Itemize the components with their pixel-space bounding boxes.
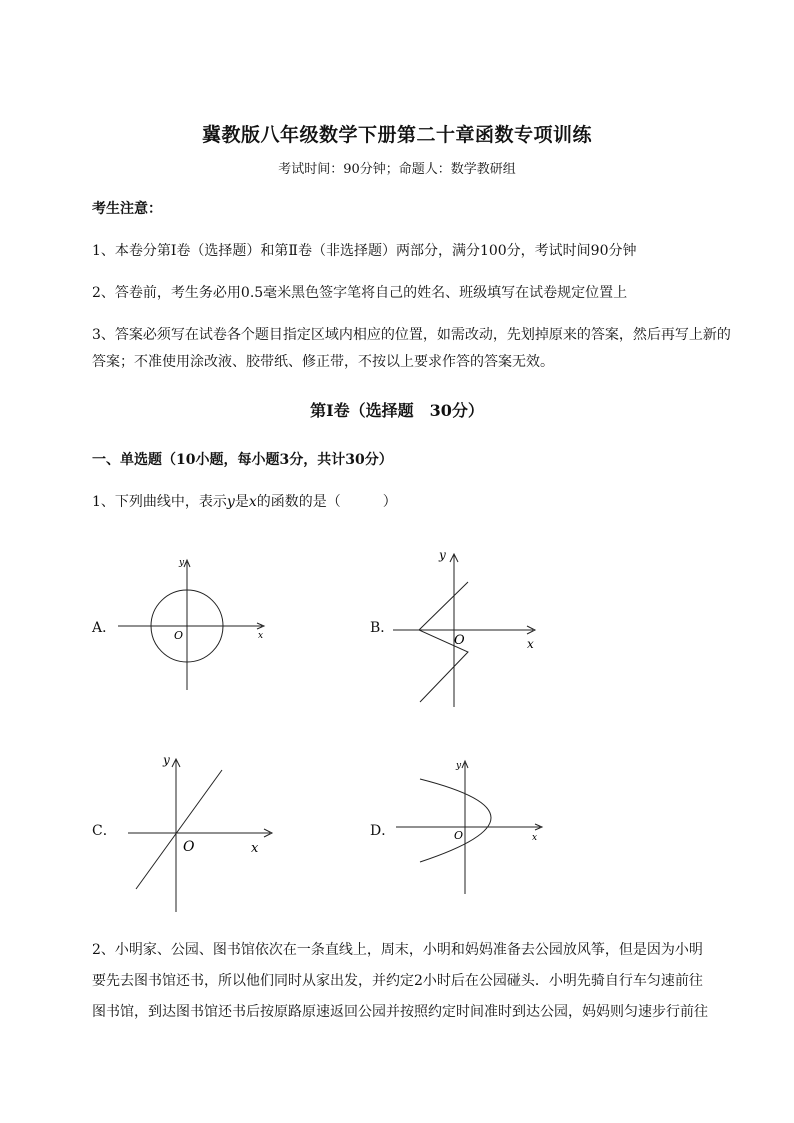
- option-a-origin-label: O: [174, 629, 184, 642]
- option-d-origin-label: O: [454, 829, 464, 842]
- option-b-origin-label: O: [454, 633, 465, 648]
- option-d-curve: [420, 779, 491, 862]
- notice-heading: 考生注意：: [92, 201, 162, 217]
- notice-item-3: 3、答案必须写在试卷各个题目指定区域内相应的位置，如需改动，先划掉原来的答案，然后再写上新的答案；不准使用涂改液、胶带纸、修正带，不按以上要求作答的答案无效。: [92, 327, 731, 370]
- option-a-label[interactable]: A．: [92, 620, 117, 636]
- question-2-line-3: 图书馆，到达图书馆还书后按原路原速返回公园并按照约定时间准时到达公园，妈妈则匀速步行前往: [92, 1004, 708, 1020]
- question-2-line-2: 要先去图书馆还书，所以他们同时从家出发，并约定2小时后在公园碰头．小明先骑自行车匀速前往: [92, 973, 703, 989]
- option-c-y-label: y: [163, 753, 170, 767]
- q1-middle: 是: [234, 494, 249, 510]
- option-a-graph[interactable]: [110, 550, 280, 699]
- option-d-x-label: x: [532, 833, 538, 843]
- option-b-label[interactable]: B．: [370, 620, 395, 636]
- page-title: 冀教版八年级数学下册第二十章函数专项训练: [201, 124, 592, 146]
- option-d-graph[interactable]: [388, 757, 553, 901]
- option-c-curve: [136, 770, 222, 889]
- notice-item-1: 1、本卷分第Ⅰ卷（选择题）和第Ⅱ卷（非选择题）两部分，满分100分，考试时间90分钟: [92, 243, 637, 259]
- option-a-x-label: x: [258, 631, 264, 641]
- option-b-x-label: x: [527, 637, 534, 651]
- question-1-stem: [92, 489, 742, 516]
- exam-info: 考试时间：90分钟；命题人：数学教研组: [278, 162, 516, 177]
- notice-item-2: 2、答卷前，考生务必用0.5毫米黑色签字笔将自己的姓名、班级填写在试卷规定位置上: [92, 285, 628, 301]
- q1-suffix: 的函数的是（ ）: [256, 494, 397, 510]
- option-b-y-label: y: [439, 548, 446, 562]
- option-b-graph[interactable]: [388, 545, 548, 714]
- option-a-y-label: y: [179, 558, 185, 568]
- q1-var-y: y: [226, 494, 235, 510]
- option-d-y-label: y: [456, 761, 462, 771]
- option-c-label[interactable]: C．: [92, 823, 117, 839]
- question-2-line-1: 2、小明家、公园、图书馆依次在一条直线上，周末，小明和妈妈准备去公园放风筝，但是因为小明: [92, 942, 703, 958]
- q1-prefix: 1、下列曲线中，表示: [92, 494, 227, 510]
- option-c-x-label: x: [251, 841, 259, 856]
- option-c-origin-label: O: [183, 839, 195, 855]
- section-title: 第Ⅰ卷（选择题 30分）: [310, 401, 484, 420]
- option-d-label[interactable]: D．: [370, 823, 396, 839]
- part-heading: 一、单选题（10小题，每小题3分，共计30分）: [92, 452, 393, 468]
- q1-var-x: x: [248, 494, 257, 510]
- option-c-graph[interactable]: [110, 750, 280, 919]
